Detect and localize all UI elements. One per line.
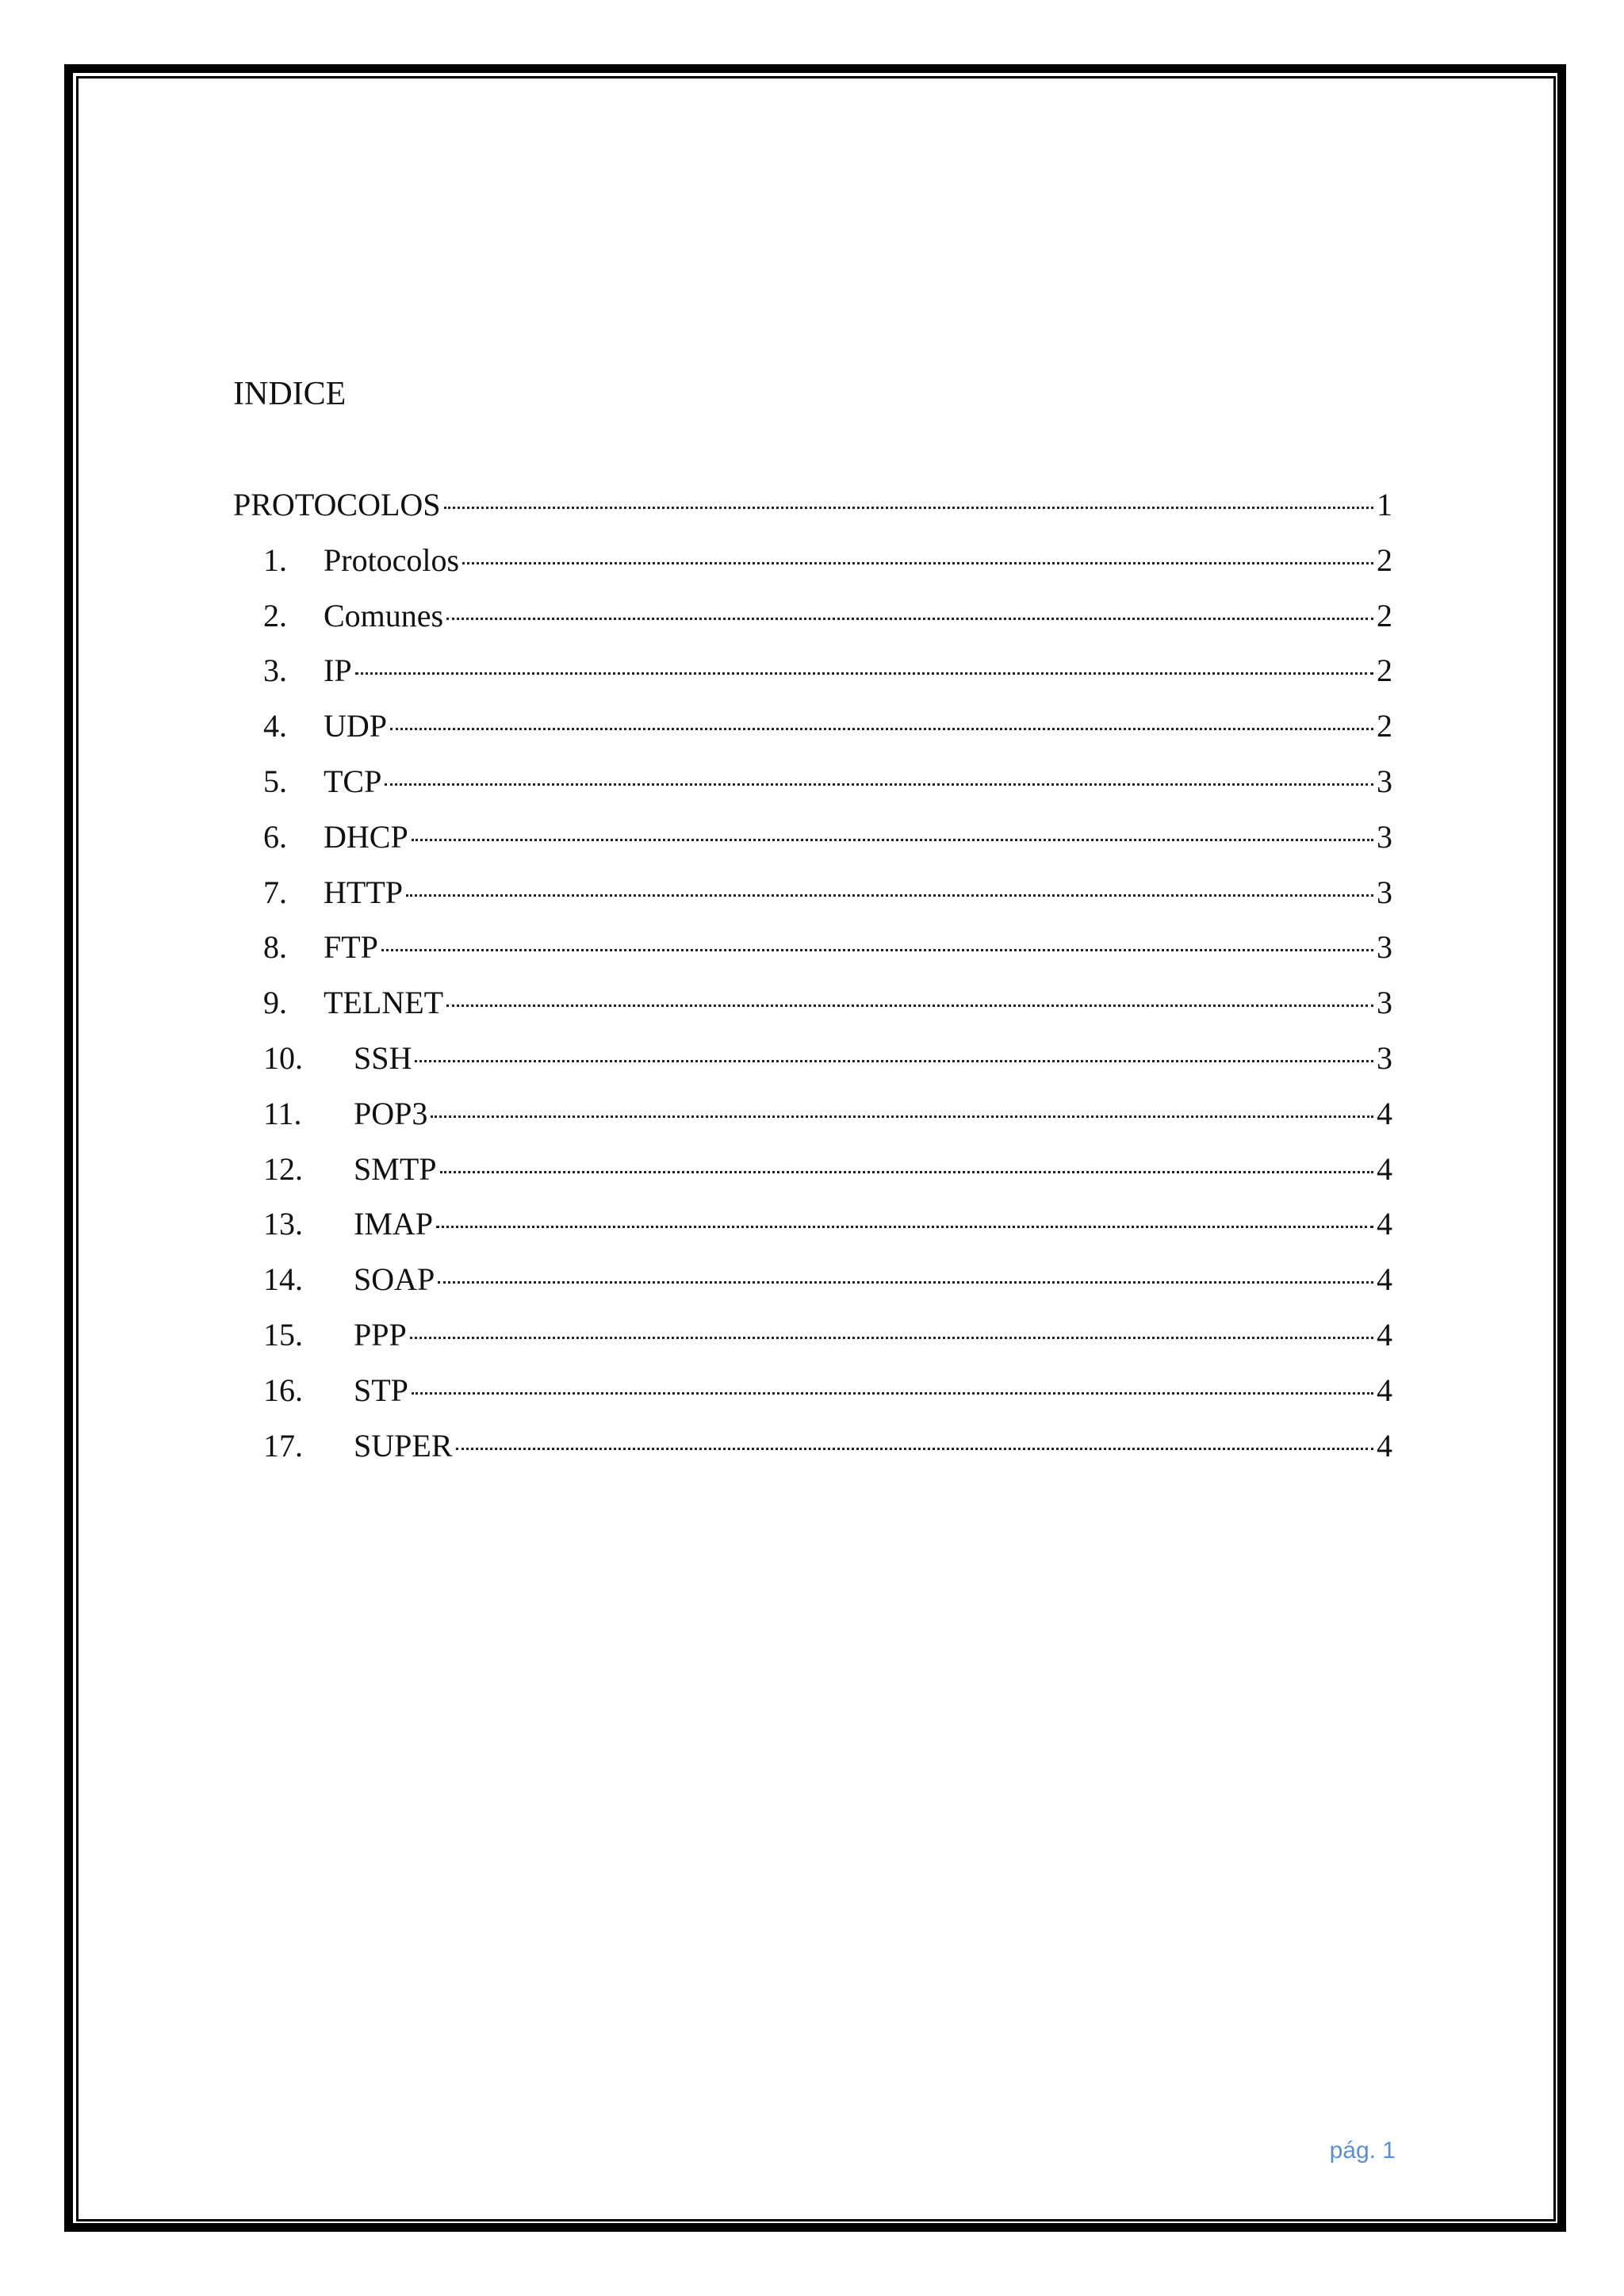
- toc-leader-dots: [381, 949, 1373, 951]
- toc-entry-number: 10.: [263, 1039, 303, 1076]
- toc-entry-label: POP3: [354, 1095, 428, 1131]
- toc-entry-page: 3: [1377, 763, 1392, 799]
- toc-entry[interactable]: [233, 982, 1392, 1037]
- toc-entry-number: 16.: [263, 1372, 303, 1408]
- toc-entry-number: 17.: [263, 1427, 303, 1464]
- toc-entry[interactable]: [233, 871, 1392, 927]
- toc-entry-page: 4: [1377, 1372, 1392, 1408]
- toc-entry-number: 11.: [263, 1095, 302, 1131]
- toc-entry-label: TCP: [324, 763, 382, 799]
- toc-entry-label: SUPER: [354, 1427, 453, 1464]
- toc-entry[interactable]: [233, 1314, 1392, 1369]
- table-of-contents: [233, 484, 1392, 1479]
- toc-entry-number: 12.: [263, 1150, 303, 1187]
- toc-entry-page: 3: [1377, 985, 1392, 1021]
- toc-leader-dots: [412, 839, 1373, 841]
- toc-entry-number: 15.: [263, 1316, 303, 1353]
- toc-entry-page: 4: [1377, 1206, 1392, 1242]
- toc-title: INDICE: [233, 376, 347, 412]
- toc-entry[interactable]: [233, 1093, 1392, 1148]
- toc-entry-label: SOAP: [354, 1261, 435, 1298]
- toc-entry-page: 3: [1377, 818, 1392, 855]
- toc-entry-label: SSH: [354, 1039, 412, 1076]
- toc-entry-page: 3: [1377, 874, 1392, 910]
- toc-leader-dots: [456, 1448, 1374, 1450]
- toc-entry[interactable]: [233, 1037, 1392, 1093]
- toc-entry-label: FTP: [324, 929, 378, 966]
- toc-entry[interactable]: [233, 1369, 1392, 1425]
- toc-entry-page: 2: [1377, 597, 1392, 633]
- toc-leader-dots: [462, 562, 1373, 564]
- toc-entry-number: 2.: [263, 597, 287, 633]
- toc-entry-label: UDP: [324, 708, 388, 744]
- toc-leader-dots: [444, 507, 1373, 509]
- toc-entry-number: 4.: [263, 708, 287, 744]
- toc-entry-label: PPP: [354, 1316, 407, 1353]
- toc-leader-dots: [446, 618, 1373, 620]
- toc-entry-label: STP: [354, 1372, 408, 1408]
- toc-entry[interactable]: [233, 926, 1392, 982]
- toc-entry-page: 2: [1377, 708, 1392, 744]
- toc-entry-page: 4: [1377, 1316, 1392, 1353]
- toc-entry-page: 2: [1377, 541, 1392, 578]
- toc-entry-label: IMAP: [354, 1206, 434, 1242]
- toc-entry[interactable]: [233, 484, 1392, 539]
- toc-leader-dots: [440, 1171, 1374, 1173]
- toc-leader-dots: [431, 1115, 1373, 1118]
- toc-entry-page: 3: [1377, 929, 1392, 966]
- toc-entry-number: 9.: [263, 985, 287, 1021]
- toc-entry-page: 1: [1377, 487, 1392, 522]
- toc-entry-label: SMTP: [354, 1150, 437, 1187]
- toc-entry-label: Protocolos: [324, 541, 460, 578]
- toc-entry-number: 3.: [263, 652, 287, 689]
- toc-entry-label: HTTP: [324, 874, 403, 910]
- footer-page-number: pág. 1: [1329, 2137, 1396, 2164]
- toc-entry-number: 1.: [263, 541, 287, 578]
- toc-entry[interactable]: [233, 539, 1392, 595]
- toc-entry-label: Comunes: [324, 597, 444, 633]
- toc-entry[interactable]: [233, 1425, 1392, 1480]
- toc-entry-number: 8.: [263, 929, 287, 966]
- toc-entry-page: 3: [1377, 1039, 1392, 1076]
- toc-entry[interactable]: [233, 760, 1392, 816]
- toc-leader-dots: [385, 783, 1373, 786]
- toc-entry[interactable]: [233, 1148, 1392, 1203]
- toc-entry-page: 4: [1377, 1261, 1392, 1298]
- toc-entry-label: IP: [324, 652, 352, 689]
- toc-leader-dots: [390, 728, 1373, 730]
- toc-leader-dots: [355, 672, 1373, 675]
- toc-entry-label: DHCP: [324, 818, 408, 855]
- toc-entry-number: 14.: [263, 1261, 303, 1298]
- toc-entry[interactable]: [233, 1203, 1392, 1258]
- toc-entry-number: 7.: [263, 874, 287, 910]
- toc-leader-dots: [410, 1337, 1373, 1339]
- toc-leader-dots: [406, 894, 1373, 897]
- toc-entry-page: 4: [1377, 1427, 1392, 1464]
- toc-entry[interactable]: [233, 649, 1392, 705]
- toc-leader-dots: [436, 1226, 1373, 1228]
- toc-entry-number: 13.: [263, 1206, 303, 1242]
- toc-entry[interactable]: [233, 595, 1392, 650]
- toc-leader-dots: [446, 1004, 1373, 1007]
- toc-leader-dots: [415, 1060, 1373, 1062]
- toc-entry-label: TELNET: [324, 985, 444, 1021]
- toc-entry[interactable]: [233, 705, 1392, 760]
- toc-entry-page: 4: [1377, 1150, 1392, 1187]
- toc-entry-page: 2: [1377, 652, 1392, 689]
- toc-entry-label: PROTOCOLOS: [233, 487, 441, 522]
- toc-leader-dots: [412, 1392, 1373, 1395]
- toc-entry-page: 4: [1377, 1095, 1392, 1131]
- toc-entry[interactable]: [233, 1258, 1392, 1314]
- toc-entry-number: 5.: [263, 763, 287, 799]
- toc-entry-number: 6.: [263, 818, 287, 855]
- toc-leader-dots: [438, 1281, 1373, 1284]
- toc-entry[interactable]: [233, 816, 1392, 871]
